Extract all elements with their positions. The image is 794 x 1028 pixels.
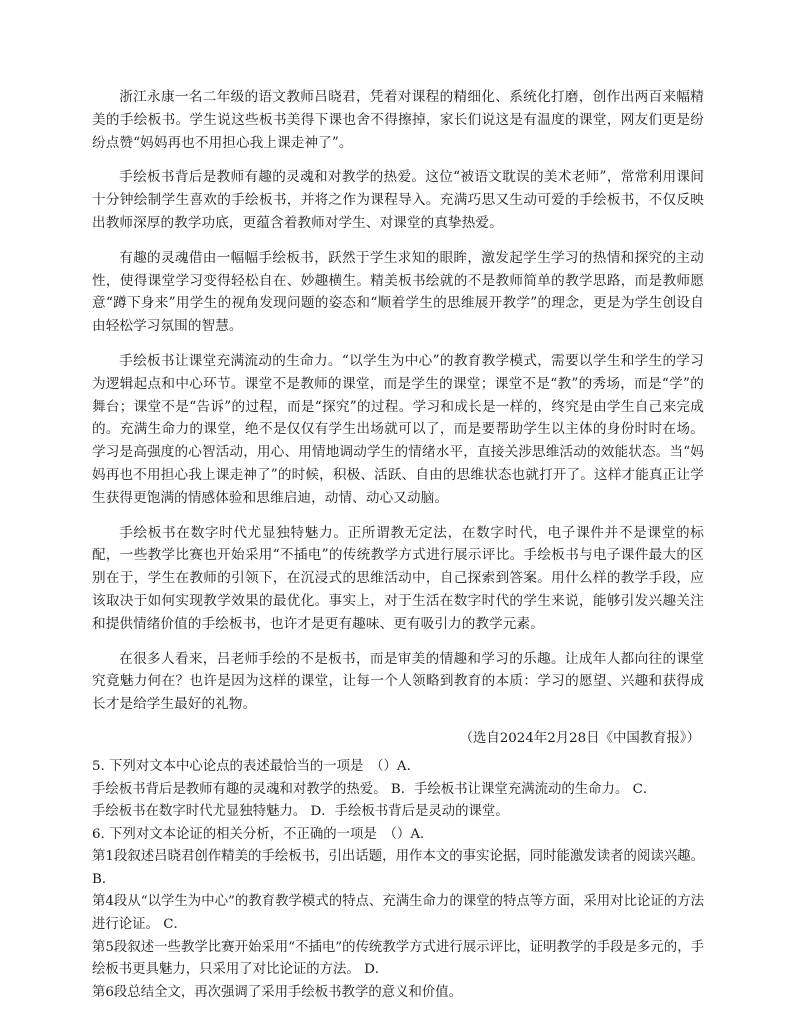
question-6-option-a: 第1段叙述吕晓君创作精美的手绘板书，引出话题，用作本文的事实论据，同时能激发读者的阅读兴趣。B．: [92, 849, 704, 887]
article-paragraph-2: 手绘板书背后是教师有趣的灵魂和对教学的热爱。这位“被语文耽误的美术老师”，常常利用课间十分钟绘制学生喜欢的手绘板书，并将之作为课程导入。充满巧思又生动可爱的手绘板书，不仅反映出教师深厚的教学功底，更蕴含着教师对学生、对课堂的真挚热爱。: [92, 169, 704, 231]
question-5-options-ab: 手绘板书背后是教师有趣的灵魂和对教学的热爱。 B．手绘板书让课堂充满流动的生命力。 C．: [92, 781, 657, 797]
question-6-option-c: 第5段叙述一些教学比赛开始采用“不插电”的传统教学方式进行展示评比，证明教学的手段是多元的，手绘板书更具魅力，只采用了对比论证的方法。 D．: [92, 939, 704, 978]
question-section: [92, 756, 704, 1005]
question-5-options-cd: 手绘板书在数字时代尤显独特魅力。 D．手绘板书背后是灵动的课堂。: [92, 804, 509, 820]
question-6-option-b: 第4段从“以学生为中心”的教育教学模式的特点、充满生命力的课堂的特点等方面，采用对比论证的方法进行论证。 C．: [92, 894, 704, 933]
article-source: （选自2024年2月28日《中国教育报》）: [459, 730, 700, 746]
article-paragraph-1: 浙江永康一名二年级的语文教师吕晓君，凭着对课程的精细化、系统化打磨，创作出两百来幅精美的手绘板书。学生说这些板书美得下课也舍不得擦掉，家长们说这是有温度的课堂，网友们更是纷纷点赞“妈妈再也不用担心我上课走神了”。: [92, 89, 704, 151]
article-paragraph-6: 在很多人看来，吕老师手绘的不是板书，而是审美的情趣和学习的乐趣。让成年人都向往的课堂究竟魅力何在？也许是因为这样的课堂，让每一个人领略到教育的本质：学习的愿望、兴趣和获得成长才是给学生最好的礼物。: [92, 650, 704, 713]
question-6-stem: 6. 下列对文本论证的相关分析，不正确的一项是 （）A．: [92, 826, 434, 842]
document-page: [92, 86, 704, 1004]
question-6-option-d: 第6段总结全文，再次强调了采用手绘板书教学的意义和价值。: [92, 984, 463, 1000]
question-5-stem: 5. 下列对文本中心论点的表述最恰当的一项是 （）A．: [92, 758, 420, 774]
article-body: [92, 86, 704, 716]
article-paragraph-5: 手绘板书在数字时代尤显独特魅力。正所谓教无定法，在数字时代，电子课件并不是课堂的标配，一些教学比赛也开始采用“不插电”的传统教学方式进行展示评比。手绘板书与电子课件最大的区别在于，学生在教师的引领下，在沉浸式的思维活动中，自己探索到答案。用什么样的教学手段，应该取决于如何实现教学效果的最优化。事实上，对于生活在数字时代的学生来说，能够引发兴趣关注和提供情绪价值的手绘板书，也许才是更有趣味、更有吸引力的教学元素。: [92, 524, 704, 632]
article-paragraph-4: 手绘板书让课堂充满流动的生命力。“以学生为中心”的教育教学模式，需要以学生和学生的学习为逻辑起点和中心环节。课堂不是教师的课堂，而是学生的课堂；课堂不是“教”的秀场，而是“学”的舞台；课堂不是“告诉”的过程，而是“探究”的过程。学习和成长是一样的，终究是由学生自己来完成的。充满生命力的课堂，绝不是仅仅有学生出场就可以了，而是要帮助学生以主体的身份时时在场。学习是高强度的心智活动，用心、用情地调动学生的情绪水平，直接关涉思维活动的效能状态。当“妈妈再也不用担心我上课走神了”的时候，积极、活跃、自由的思维状态也就打开了。这样才能真正让学生获得更饱满的情感体验和思维启迪，动情、动心又动脑。: [92, 352, 704, 506]
article-paragraph-3: 有趣的灵魂借由一幅幅手绘板书，跃然于学生求知的眼眸，激发起学生学习的热情和探究的主动性，使得课堂学习变得轻松自在、妙趣横生。精美板书绘就的不是教师简单的教学思路，而是教师愿意“蹲下身来”用学生的视角发现问题的姿态和“顺着学生的思维展开教学”的理念，更是为学生创设自由轻松学习氛围的智慧。: [92, 249, 704, 335]
